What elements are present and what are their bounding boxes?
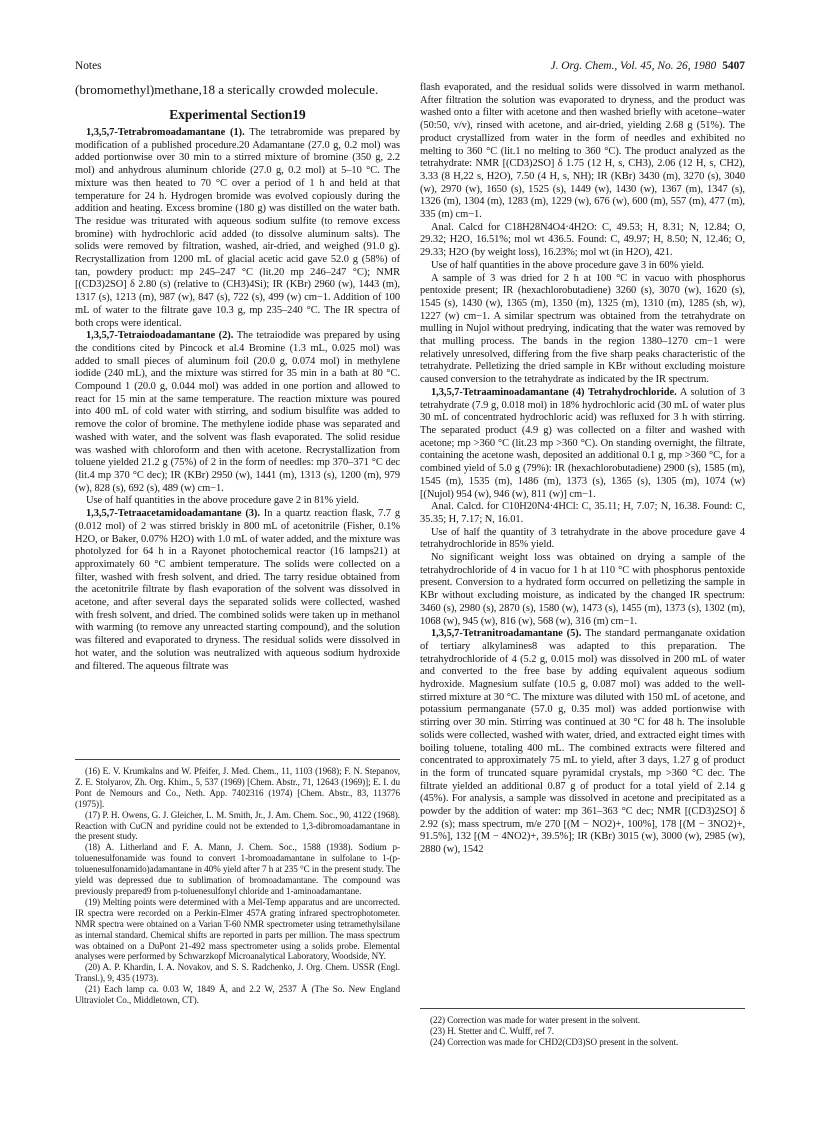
paragraph-text: Use of half quantities in the above procedure gave 2 in 81% yield. [86,495,359,507]
paragraph [75,495,400,508]
lead-line: (bromomethyl)methane,18 a sterically crowded molecule. [75,82,379,97]
footnote: (17) P. H. Owens, G. J. Gleicher, L. M. Smith, Jr., J. Am. Chem. Soc., 90, 4122 (1968). Reaction with CuCN and pyridine could not be extended to 1,3-dibromoadamantane in the present study. [75,809,400,842]
paragraph [420,527,745,552]
paragraph [420,387,745,501]
compound-heading: 1,3,5,7-Tetranitroadamantane (5). [431,628,582,640]
paragraph-text: Use of half the quantity of 3 tetrahydrate in the above procedure gave 4 tetrahydrochloride in 85% yield. [420,526,745,551]
page-number: 5407 [722,60,745,72]
paragraph [420,222,745,260]
paragraph-text: A solution of 3 tetrahydrate (7.9 g, 0.018 mol) in 18% hydrochloric acid (30 mL of water plus 30 mL of concentrated hydrochloric acid) was refluxed for 3 h with stirring. The separated product (4.9 g) was collected on a filter and washed with acetone; mp >360 °C (lit.23 mp >360 °C). On standing overnight, the filtrate, containing the acetone wash, deposited an additional 0.1 g, mp >360 °C, for a combined yield of 5.0 g (79%): IR (hexachlorobutadiene) 2900 (s), 1585 (m), 1545 (m), 1535 (m), 1486 (m), 1373 (s), 1365 (s), 1305 (m), 1074 (w) [(Nujol) 954 (w), 946 (w), 811 (w)] cm−1. [420,386,745,500]
footnote: (19) Melting points were determined with a Mel-Temp apparatus and are uncorrected. IR spectra were recorded on a Perkin-Elmer 457A grating infrared spectrophotometer. NMR spectra were obtained on a Varian T-60 NMR spectrometer using tetramethylsilane as internal standard. Chemical shifts are reported in parts per million. The mass spectrum was obtained on a DuPont 21-492 mass spectrometer using a solids probe. Elemental analyses were performed by Schwarzkopf Microanalytical Laboratory, Woodside, NY. [75,896,400,962]
paragraph-text: Anal. Calcd for C18H28N4O4·4H2O: C, 49.53; H, 8.31; N, 12.84; O, 29.32; H2O, 16.51%; mol wt 436.5. Found: C, 49.97; H, 8.50; N, 12.46; O, 29.33; H2O (by weight loss), 16.23%; mol wt (in H2O), 421. [420,221,745,259]
footnote: (20) A. P. Khardin, I. A. Novakov, and S. S. Radchenko, J. Org. Chem. USSR (Engl. Transl.), 9, 435 (1973). [75,962,400,984]
paragraph-text: The tetraiodide was prepared by using the conditions cited by Pincock et al.4 Bromine (1.3 mL, 0.025 mol) was added to small pieces of aluminum foil (20.0 g, 0.074 mol) in methylene iodide (240 mL), and the mixture was stirred for 35 min in a bath at 80 °C. Compound 1 (20.0 g, 0.044 mol) was added in one portion and allowed to react for 15 min at the same temperature. The reaction mixture was poured into 400 mL of cold water with stirring, and sodium bisulfite was added to remove the color of bromine. The methylene iodide phase was separated and washed with water, and the solvent was flash evaporated. The solid residue was washed with chloroform and then with acetone. Recrystallization from toluene yielded 21.2 g (75%) of 2 in the form of needles: mp 370–371 °C dec (lit.4 mp 370 °C dec); IR (KBr) 2950 (w), 1441 (m), 1313 (s), 1200 (m), 979 (w), 828 (s), 692 (s), 489 (w) cm−1. [75,330,401,494]
paragraph [420,273,745,387]
paragraph-text: The standard permanganate oxidation of tertiary alkylamines8 was adapted to this preparation. The tetrahydrochloride of 4 (5.2 g, 0.015 mol) was dissolved in 200 mL of water and converted to the free base by adding equivalent aqueous sodium hydroxide. Magnesium sulfate (10.5 g, 0.087 mol) was added to the well-stirred mixture at 30 °C. The mixture was diluted with 150 mL of acetone, and potassium permanganate (57.0 g, 0.35 mol) was added portionwise with stirring over 30 min. Stirring was continued at 30 °C for 48 h. The insoluble solids were collected, washed with water, dried, and extracted eight times with boiling toluene, totaling 400 mL. The combined extracts were filtered and concentrated to approximately 75 mL to yield, after 3 days, 1.27 g of product in the form of truncated square pyramidal crystals, mp >360 °C dec. The filtrate yielded an additional 0.87 g of product for a total yield of 2.14 g (45%). For analysis, a sample was dissolved in acetone and precipitated as a powder by the addition of water: mp 361–363 °C dec; NMR [(CD3)2SO] δ 2.92 (s); mass spectrum, m/e 270 [(M − NO2)+, 100%], 178 [(M − 3NO2)+, 91.5%], 132 [(M − 4NO2)+, 39.5%]; IR (KBr) 3015 (w), 3000 (w), 2985 (w), 2880 (w), 1542 [420,628,745,856]
paragraph-text: In a quartz reaction flask, 7.7 g (0.012 mol) of 2 was stirred briskly in 800 mL of acetonitrile (Fisher, 0.1% H2O, or Baker, 0.07% H2O) with 1.0 mL of water added, and the mixture was photolyzed for 64 h in a Rayonet photochemical reactor (16 lamps21) at approximately 60 °C ambient temperature. The solids were collected on a filter, washed with fresh solvent, and dried. The tarry residue obtained from the acetonitrile filtrate by flash evaporation of the solvent was dissolved in acetone, and after several days the separated solids were collected, washed with fresh solvent, and dried. The combined solids were taken up in methanol with warming (to remove any unreacted starting compound), and the solution was filtered and evaporated to dryness. The residual solids were dissolved in hot water, and the solution was neutralized with aqueous sodium hydroxide and filtered. The aqueous filtrate was [75,508,400,672]
right-body-text [420,82,745,857]
paragraph-text: No significant weight loss was obtained on drying a sample of the tetrahydrochloride of 4 in vacuo for 1 h at 110 °C with phosphorus pentoxide present. Conversion to a hydrated form occurred on pelletizing the sample in KBr without excluding moisture, as indicated by the changed IR spectrum: 3460 (s), 2980 (s), 2870 (s), 1580 (w), 1473 (s), 1455 (m), 1373 (s), 1302 (m), 1068 (w), 945 (w), 816 (w), 568 (w), 316 (m) cm−1. [420,552,745,627]
paragraph-text: The tetrabromide was prepared by modification of a published procedure.20 Adamantane (27.0 g, 0.2 mol) was added portionwise over 30 min to a stirred mixture of bromine (350 g, 2.2 mol) and anhydrous aluminum chloride (27.0 g, 0.2 mol) at 5–10 °C. The mixture was then heated to 70 °C over a period of 1 h and held at that temperature for 24 h. Hydrogen bromide was evolved copiously during the addition and heating. Excess bromine (180 g) was distilled on the water bath. The residue was triturated with aqueous sodium sulfite (to remove excess bromine) with hydrochloric acid added (to dissolve aluminum salts). The solids were removed by filtration, washed, air-dried, and weighed (91.0 g). Recrystallization from 1200 mL of glacial acetic acid gave 52.0 g (58%) of tan, powdery product: mp 245–247 °C (lit.20 mp 246–247 °C); NMR [(CD3)2SO] δ 2.80 (s) (relative to (CH3)4Si); IR (KBr) 2960 (w), 1443 (m), 1317 (s), 1213 (m), 987 (w), 847 (s), 722 (s), 499 (w) cm−1. Addition of 100 mL of water to the filtrate gave 10.3 g, mp 235–240 °C. The IR spectra of both crops were identical. [75,127,400,329]
compound-heading: 1,3,5,7-Tetraaminoadamantane (4) Tetrahydrochloride. [431,386,677,398]
left-footnotes [75,759,400,1006]
right-column [420,82,745,1047]
compound-heading: 1,3,5,7-Tetrabromoadamantane (1). [86,127,245,138]
paragraph [420,552,745,628]
paragraph [420,82,745,222]
footnote: (23) H. Stetter and C. Wulff, ref 7. [430,1025,554,1036]
paragraph-text: Use of half quantities in the above procedure gave 3 in 60% yield. [431,259,704,271]
paragraph [75,127,400,330]
left-column [75,82,401,1006]
footnote: (22) Correction was made for water present in the solvent. [430,1015,640,1025]
right-footnote-list [420,1015,745,1048]
paragraph [420,628,745,857]
footnote: (21) Each lamp ca. 0.03 W, 1849 Å, and 2.2 W, 2537 Å (The So. New England Ultraviolet Co., Middletown, CT). [75,984,400,1006]
paragraph [420,260,745,273]
paragraph [75,330,400,495]
running-head [75,58,745,74]
footnote-rule [75,759,400,760]
paragraph [75,508,400,673]
experimental-section-title: Experimental Section19 [169,107,306,122]
paragraph-text: Anal. Calcd. for C10H20N4·4HCl: C, 35.11; H, 7.07; N, 16.38. Found: C, 35.35; H, 7.17; N, 16.01. [420,501,745,525]
left-footnote-list [75,766,400,1006]
paragraph-text: flash evaporated, and the residual solids were dissolved in warm methanol. After filtration the solution was evaporated to dryness, and the product was washed onto a filter with acetone and then washed briefly with acetone–water (50:50, v/v), rinsed with acetone, and air-dried, yielding 2.68 g (51%). The product crystallized from water in the form of needles and exhibited no melting to 360 °C (lit.1 no melting to 360 °C). The product analyzed as the tetrahydrate: NMR [(CD3)2SO] δ 1.75 (12 H, s, CH3), 2.06 (12 H, s, CH2), 3.33 (8 H,22 s, H2O), 7.50 (4 H, s, NH); IR (KBr) 3430 (m), 3270 (s), 3040 (w), 2970 (w), 1650 (s), 1525 (s), 1449 (w), 1430 (w), 1367 (m), 1347 (s), 1326 (m), 1304 (m), 1283 (m), 1229 (w), 676 (w), 600 (m), 557 (m), 477 (m), 335 (m) cm−1. [420,82,745,221]
compound-heading: 1,3,5,7-Tetraacetamidoadamantane (3). [86,508,260,520]
paragraph-text: A sample of 3 was dried for 2 h at 100 °C in vacuo with phosphorus pentoxide present; IR (hexachlorobutadiene) 3260 (s), 3070 (w), 1620 (s), 1545 (s), 1430 (w), 1365 (m), 1350 (m), 1325 (m), 1310 (m), 1285 (sh, w), 1227 (w) cm−1. A similar spectrum was obtained from the tetrahydrate on mulling in Nujol without predrying, indicating that the water was removed by that mulling process. The bands in the region 1380–1270 cm−1 were relatively unresolved, differing from the five sharp peaks characteristic of the tetrahydrate. Pelletizing the dried sample in KBr without excluding moisture caused conversion to the tetrahydrate as indicated by the IR spectrum. [420,272,745,386]
compound-heading: 1,3,5,7-Tetraiodoadamantane (2). [86,330,234,342]
journal-citation: J. Org. Chem., Vol. 45, No. 26, 1980 [550,60,717,72]
left-body-text [75,127,400,673]
footnote-rule [420,1008,745,1009]
footnote: (18) A. Litherland and F. A. Mann, J. Chem. Soc., 1588 (1938). Sodium p-toluenesulfonamide was found to convert 1-bromoadamantane in sulfolane to 1-(p-toluenesulfonamido)adamantane in 40% yield after 7 h at 235 °C in the present study. The yield was depressed due to sublimation of bromoadamantane. The compound was previously prepared9 from p-toluenesulfonyl chloride and 1-aminoadamantane. [75,842,400,896]
footnote: (16) E. V. Krumkalns and W. Pfeifer, J. Med. Chem., 11, 1103 (1968); F. N. Stepanov, Z. E. Stolyarov, Zh. Org. Khim., 5, 537 (1969) [Chem. Abstr., 71, 12643 (1969)]; E. I. du Pont de Nemours and Co., Neth. App. 7402316 (1974) [Chem. Abstr., 83, 113776 (1975)]. [75,766,400,809]
running-head-citation [551,58,745,74]
right-footnotes [420,1008,745,1048]
running-head-section: Notes [75,60,102,72]
footnote: (24) Correction was made for CHD2(CD3)SO present in the solvent. [430,1036,679,1047]
paragraph [420,501,745,526]
